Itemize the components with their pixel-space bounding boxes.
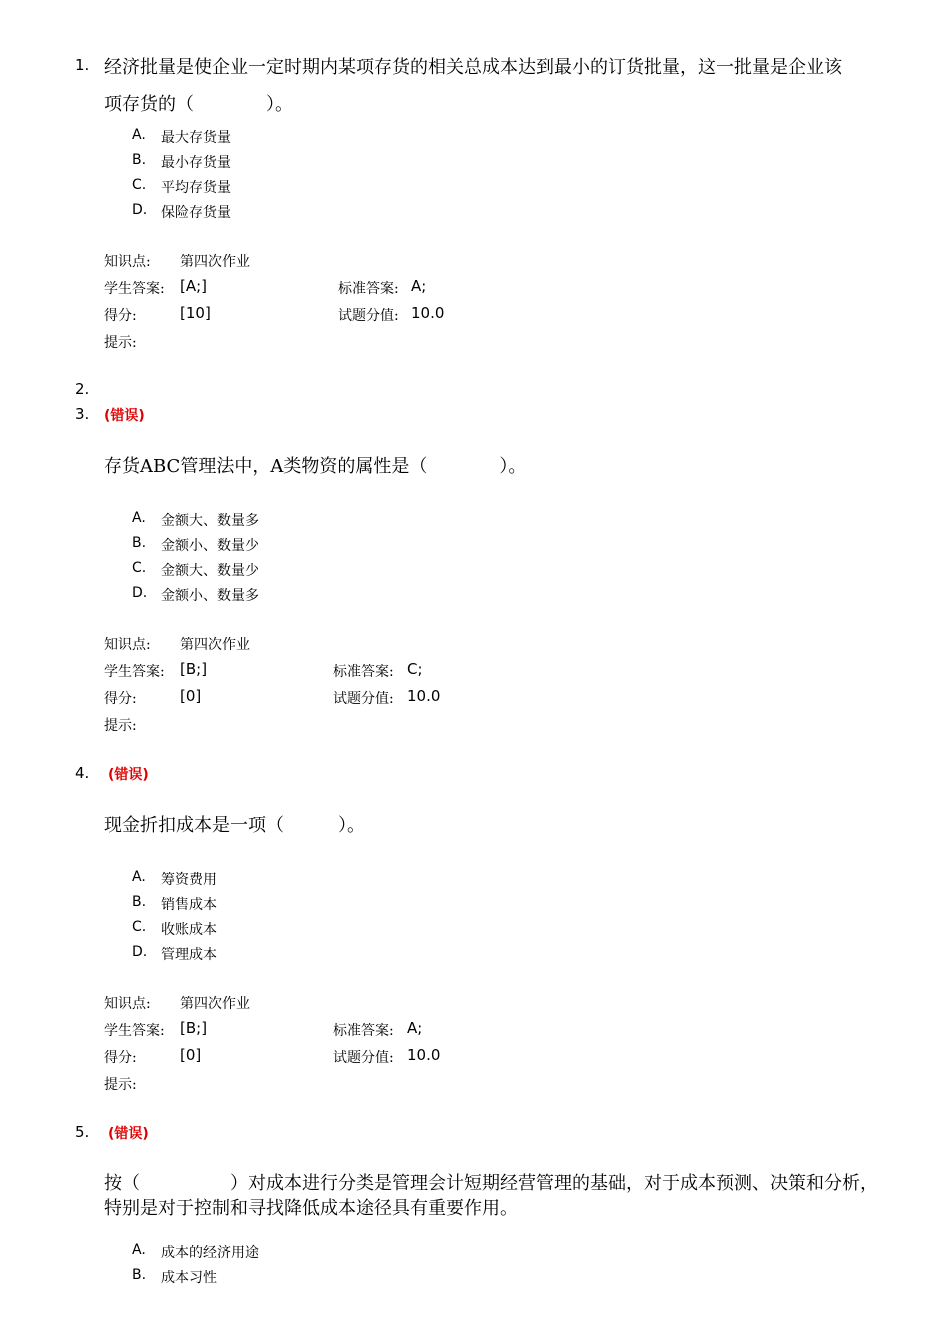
standard-answer-label: 标准答案: — [333, 664, 394, 680]
standard-answer: A; — [411, 277, 427, 295]
option-letter: C. — [132, 177, 147, 193]
knowledge-label: 知识点: — [104, 637, 151, 653]
question-text-line2: 特别是对于控制和寻找降低成本途径具有重要作用。 — [104, 1198, 518, 1219]
standard-answer: A; — [407, 1019, 423, 1037]
question-number: 2. — [75, 380, 90, 398]
option-text: 金额大、数量少 — [161, 563, 259, 579]
score-label: 得分: — [104, 308, 137, 324]
status-badge-wrong: (错误) — [108, 1126, 149, 1142]
hint-label: 提示: — [104, 335, 137, 351]
option-text: 筹资费用 — [161, 872, 217, 888]
option-letter: A. — [132, 510, 146, 526]
student-answer: [B;] — [180, 1019, 208, 1037]
standard-answer-label: 标准答案: — [338, 281, 399, 297]
option-text: 保险存货量 — [161, 205, 231, 221]
question-text-line1: 存货ABC管理法中，A类物资的属性是（ ）。 — [104, 456, 527, 477]
question-number: 3. — [75, 405, 90, 423]
student-answer-label: 学生答案: — [104, 664, 165, 680]
student-answer-label: 学生答案: — [104, 1023, 165, 1039]
status-badge-wrong: (错误) — [108, 767, 149, 783]
option-letter: C. — [132, 560, 147, 576]
option-letter: C. — [132, 919, 147, 935]
full-score-value: 10.0 — [407, 687, 441, 705]
full-score-label: 试题分值: — [333, 691, 394, 707]
full-score-value: 10.0 — [407, 1046, 441, 1064]
score-label: 得分: — [104, 1050, 137, 1066]
option-letter: D. — [132, 944, 148, 960]
option-letter: D. — [132, 585, 148, 601]
status-badge-wrong: (错误) — [104, 408, 145, 424]
score-value: [0] — [180, 687, 202, 705]
option-text: 成本的经济用途 — [161, 1245, 259, 1261]
score-value: [0] — [180, 1046, 202, 1064]
option-letter: A. — [132, 127, 146, 143]
question-text-line1: 经济批量是使企业一定时期内某项存货的相关总成本达到最小的订货批量，这一批量是企业该 — [104, 57, 842, 78]
full-score-value: 10.0 — [411, 304, 445, 322]
option-text: 金额大、数量多 — [161, 513, 259, 529]
option-text: 最小存货量 — [161, 155, 231, 171]
option-letter: A. — [132, 1242, 146, 1258]
score-label: 得分: — [104, 691, 137, 707]
student-answer: [A;] — [180, 277, 208, 295]
question-number: 5. — [75, 1123, 90, 1141]
option-letter: B. — [132, 535, 147, 551]
student-answer: [B;] — [180, 660, 208, 678]
full-score-label: 试题分值: — [338, 308, 399, 324]
knowledge-value: 第四次作业 — [180, 254, 250, 270]
option-text: 销售成本 — [161, 897, 217, 913]
question-number: 4. — [75, 764, 90, 782]
question-text-line2: 项存货的（ ）。 — [104, 94, 293, 115]
standard-answer: C; — [407, 660, 423, 678]
question-text-line1: 按（ ）对成本进行分类是管理会计短期经营管理的基础，对于成本预测、决策和分析， — [104, 1173, 878, 1194]
option-letter: B. — [132, 1267, 147, 1283]
standard-answer-label: 标准答案: — [333, 1023, 394, 1039]
option-letter: B. — [132, 152, 147, 168]
question-text-line1: 现金折扣成本是一项（ ）。 — [104, 815, 365, 836]
student-answer-label: 学生答案: — [104, 281, 165, 297]
option-letter: D. — [132, 202, 148, 218]
option-text: 金额小、数量少 — [161, 538, 259, 554]
option-letter: B. — [132, 894, 147, 910]
question-number: 1. — [75, 56, 90, 74]
option-letter: A. — [132, 869, 146, 885]
hint-label: 提示: — [104, 718, 137, 734]
knowledge-value: 第四次作业 — [180, 996, 250, 1012]
option-text: 金额小、数量多 — [161, 588, 259, 604]
option-text: 平均存货量 — [161, 180, 231, 196]
option-text: 成本习性 — [161, 1270, 217, 1286]
full-score-label: 试题分值: — [333, 1050, 394, 1066]
score-value: [10] — [180, 304, 211, 322]
knowledge-label: 知识点: — [104, 996, 151, 1012]
option-text: 收账成本 — [161, 922, 217, 938]
knowledge-value: 第四次作业 — [180, 637, 250, 653]
option-text: 管理成本 — [161, 947, 217, 963]
option-text: 最大存货量 — [161, 130, 231, 146]
knowledge-label: 知识点: — [104, 254, 151, 270]
hint-label: 提示: — [104, 1077, 137, 1093]
